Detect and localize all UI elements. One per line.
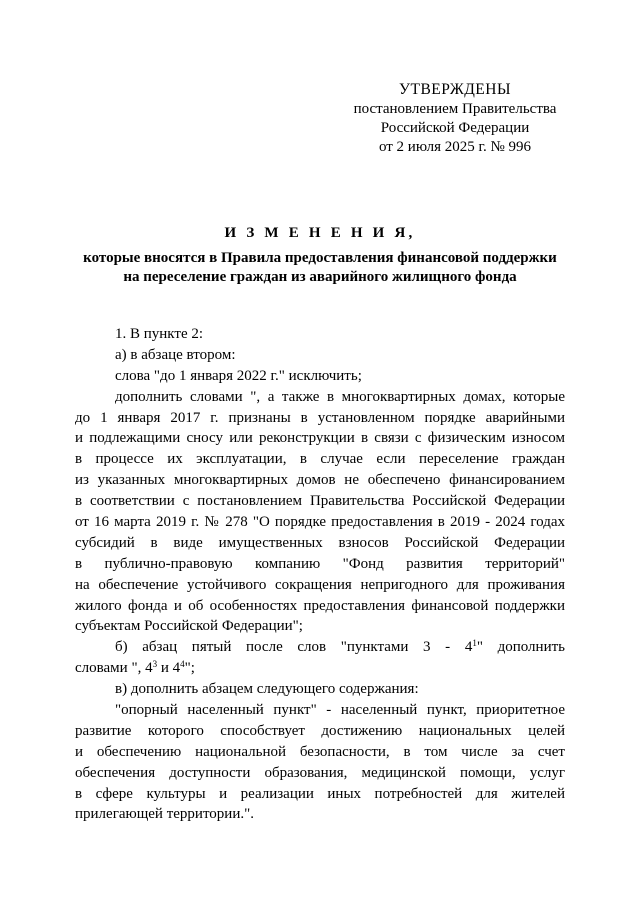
- approval-date-line: от 2 июля 2025 г. № 996: [378, 139, 532, 155]
- subitem-b-text: " дополнить: [476, 639, 565, 656]
- document-subtitle: [60, 249, 580, 287]
- superscript: 1: [472, 638, 477, 649]
- subtitle-line: на переселение граждан из аварийного жилищного фонда: [123, 269, 517, 285]
- approval-line: Российской Федерации: [380, 120, 530, 136]
- subitem-b-text: словами ", 4: [75, 660, 153, 677]
- paragraph-line: до 1 января 2017 г. признаны в установленном порядке аварийными: [75, 409, 565, 426]
- paragraph-line: в соответствии с постановлением Правительства Российской Федерации: [75, 493, 565, 510]
- paragraph-line: и обеспечению национальной безопасности, в том числе за счет: [75, 743, 565, 760]
- paragraph-line: из указанных многоквартирных домов не обеспечено финансированием: [75, 472, 565, 489]
- paragraph-line: субсидий в виде имущественных взносов Российской Федерации: [75, 534, 565, 551]
- paragraph-line: жилого фонда и об особенностях предоставления финансовой поддержки: [75, 597, 565, 614]
- paragraph-subitem-b: [75, 637, 565, 658]
- approval-heading: УТВЕРЖДЕНЫ: [399, 81, 511, 98]
- paragraph-line: дополнить словами ", а также в многоквартирных домах, которые: [115, 388, 565, 405]
- approval-stamp: [330, 80, 580, 157]
- paragraph-line: субъектам Российской Федерации";: [75, 618, 303, 635]
- paragraph-subitem-c: в) дополнить абзацем следующего содержания:: [115, 681, 419, 698]
- paragraph-line: обеспечения доступности образования, медицинской помощи, услуг: [75, 764, 565, 781]
- subitem-b-text: ";: [184, 660, 195, 677]
- document-title: И З М Е Н Е Н И Я,: [224, 225, 416, 241]
- superscript: 4: [180, 659, 185, 670]
- paragraph-line: "опорный населенный пункт" - населенный пункт, приоритетное: [115, 702, 565, 719]
- document-body: [75, 324, 565, 825]
- subitem-b-text: б) абзац пятый после слов "пунктами 3 - 4: [115, 639, 473, 656]
- paragraph-line: и подлежащими сносу или реконструкции в связи с физическим износом: [75, 430, 565, 447]
- paragraph-subitem-a: а) в абзаце втором:: [115, 346, 236, 363]
- superscript: 3: [152, 659, 158, 670]
- paragraph-line: развитие которого способствует достижению национальных целей: [75, 722, 565, 739]
- paragraph-text: слова "до 1 января 2022 г." исключить;: [115, 367, 362, 384]
- paragraph-line: на обеспечение устойчивого сокращения непригодного для проживания: [75, 576, 565, 593]
- paragraph-line: прилегающей территории.".: [75, 806, 254, 823]
- paragraph-item-1: 1. В пункте 2:: [115, 326, 204, 342]
- approval-line: постановлением Правительства: [353, 101, 557, 117]
- subitem-b-text: и 4: [157, 660, 181, 677]
- paragraph-line: в сфере культуры и реализации иных потребностей для жителей: [75, 785, 565, 802]
- subtitle-line: которые вносятся в Правила предоставления финансовой поддержки: [83, 250, 557, 266]
- paragraph-line: [75, 658, 565, 679]
- paragraph-line: от 16 марта 2019 г. № 278 "О порядке предоставления в 2019 - 2024 годах: [75, 514, 565, 531]
- paragraph-line: в публично-правовую компанию "Фонд развития территорий": [75, 555, 565, 572]
- paragraph-line: в процессе их эксплуатации, в случае если переселение граждан: [75, 451, 565, 468]
